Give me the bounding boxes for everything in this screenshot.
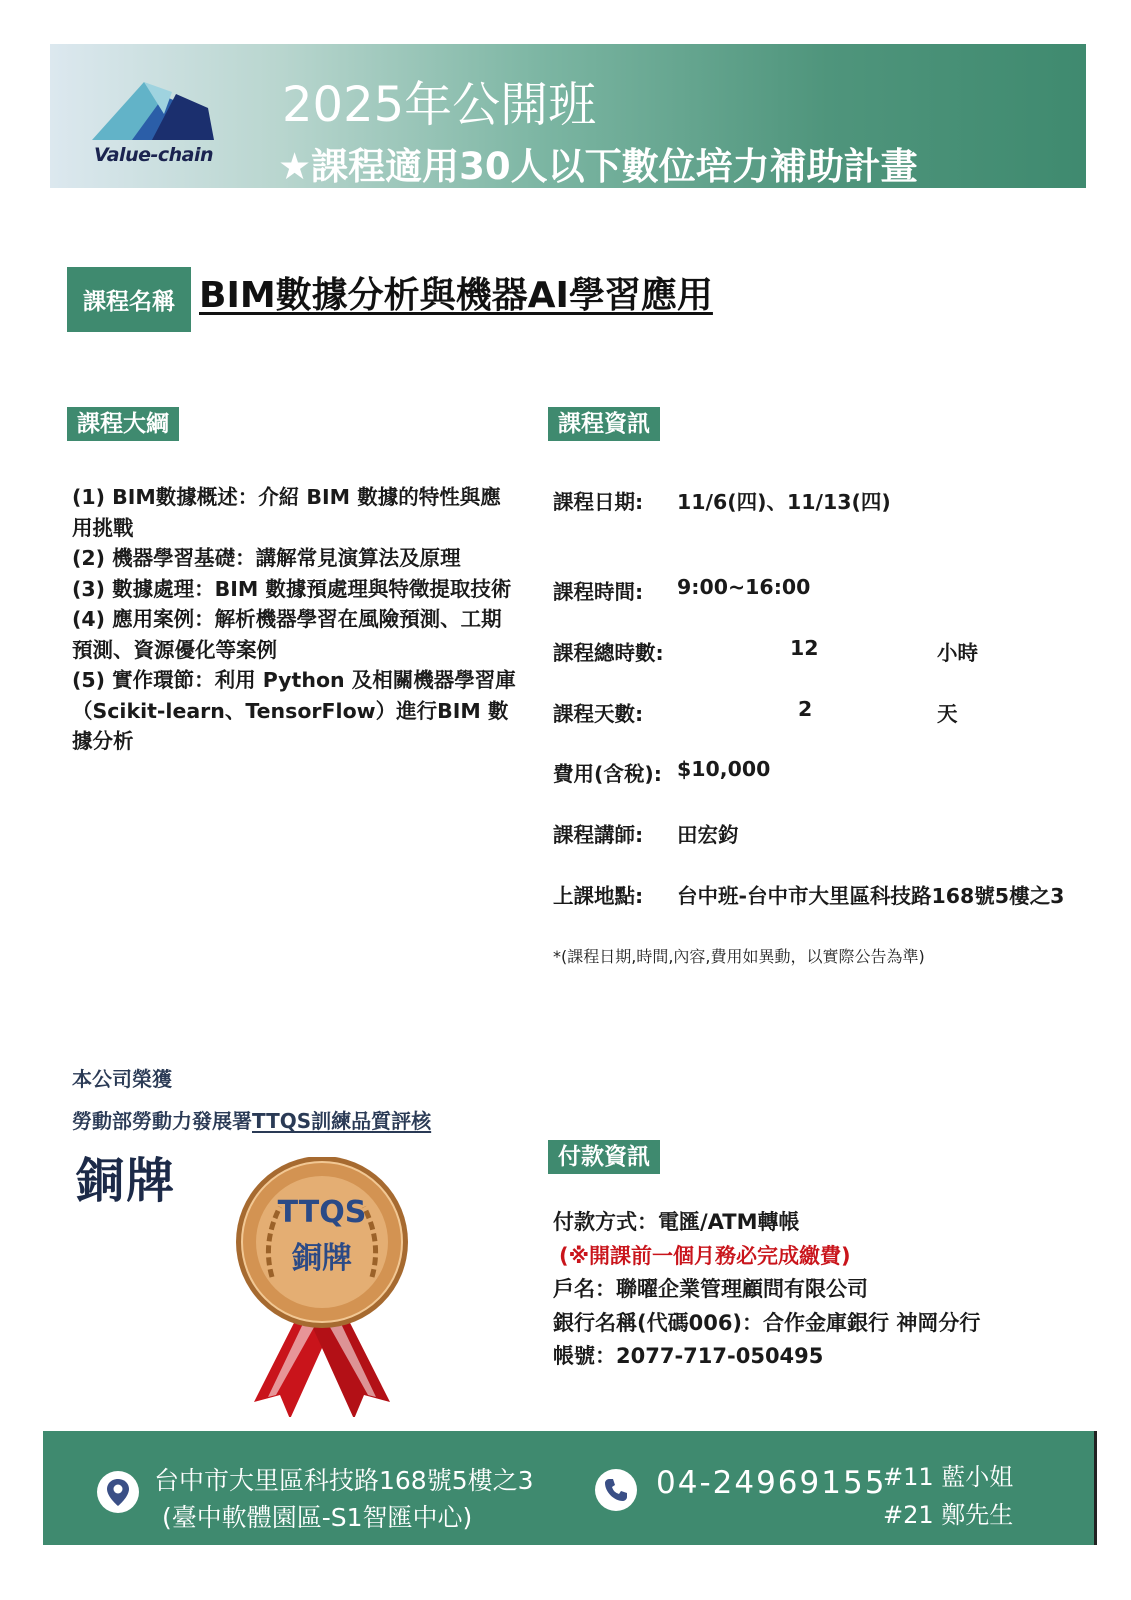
banner-title: 2025年公開班 xyxy=(282,77,597,133)
outline-item: (3) 數據處理：BIM 數據預處理與特徵提取技術 xyxy=(72,576,512,601)
ttqs-bronze-medal-icon xyxy=(232,1157,412,1417)
phone-icon xyxy=(594,1468,638,1512)
date-label: 課程日期: xyxy=(553,490,644,514)
days-unit: 天 xyxy=(937,702,958,726)
location-value: 台中班-台中市大里區科技路168號5樓之3 xyxy=(677,884,1065,908)
value-chain-logo-icon xyxy=(92,74,222,144)
time-value: 9:00~16:00 xyxy=(677,575,811,599)
account-number: 帳號：2077-717-050495 xyxy=(553,1344,824,1368)
days-value: 2 xyxy=(798,697,813,721)
medal-text-ttqs: TTQS xyxy=(277,1195,367,1230)
award-description xyxy=(72,1105,431,1134)
outline-item: (1) BIM數據概述：介紹 BIM 數據的特性與應用挑戰 xyxy=(72,485,501,540)
days-label: 課程天數: xyxy=(553,702,644,726)
fee-value: $10,000 xyxy=(677,757,771,781)
disclaimer: *(課程日期,時間,內容,費用如異動，以實際公告為準) xyxy=(553,947,925,966)
outline-item: (4) 應用案例：解析機器學習在風險預測、工期預測、資源優化等案例 xyxy=(72,607,502,662)
footer-phone[interactable]: 04-24969155 xyxy=(656,1465,887,1501)
header-banner xyxy=(50,44,1086,188)
hours-label: 課程總時數: xyxy=(553,641,664,665)
ttqs-link[interactable]: TTQS訓練品質評核 xyxy=(252,1109,432,1133)
footer-address-line2: (臺中軟體園區-S1智匯中心) xyxy=(162,1503,473,1532)
award-intro: 本公司榮獲 xyxy=(72,1067,172,1091)
teacher-value: 田宏鈞 xyxy=(677,823,739,847)
outline-list xyxy=(72,482,517,757)
payment-info xyxy=(553,1206,980,1374)
logo-text: Value-chain xyxy=(94,144,214,166)
teacher-label: 課程講師: xyxy=(553,823,644,847)
course-name-label: 課程名稱 xyxy=(67,267,191,332)
payment-note: (※開課前一個月務必完成繳費) xyxy=(559,1243,851,1268)
hours-value: 12 xyxy=(790,636,819,660)
award-org: 勞動部勞動力發展署 xyxy=(72,1109,252,1133)
date-value: 11/6(四)、11/13(四) xyxy=(677,490,891,514)
hours-unit: 小時 xyxy=(937,641,978,665)
bank-name: 銀行名稱(代碼006)：合作金庫銀行 神岡分行 xyxy=(553,1310,981,1335)
payment-heading: 付款資訊 xyxy=(548,1140,660,1174)
outline-item: (2) 機器學習基礎：講解常見演算法及原理 xyxy=(72,546,461,570)
fee-label: 費用(含稅): xyxy=(553,762,662,786)
footer-extension-1: #11 藍小姐 xyxy=(883,1463,1014,1491)
time-label: 課程時間: xyxy=(553,580,644,604)
account-name: 戶名：聯曜企業管理顧問有限公司 xyxy=(553,1277,868,1301)
footer-address-line1: 台中市大里區科技路168號5樓之3 xyxy=(154,1466,534,1495)
location-label: 上課地點: xyxy=(553,884,644,908)
course-title: BIM數據分析與機器AI學習應用 xyxy=(199,275,713,316)
footer-edge xyxy=(1094,1431,1097,1545)
info-heading: 課程資訊 xyxy=(548,407,660,441)
location-pin-icon xyxy=(96,1470,140,1514)
banner-subtitle: ★課程適用30人以下數位培力補助計畫 xyxy=(278,145,918,188)
medal-text-bronze: 銅牌 xyxy=(292,1241,352,1276)
outline-item: (5) 實作環節：利用 Python 及相關機器學習庫（Scikit-learn、TensorFlow）進行BIM 數據分析 xyxy=(72,668,516,753)
bronze-title: 銅牌 xyxy=(76,1153,177,1209)
outline-heading: 課程大綱 xyxy=(67,407,179,441)
payment-method: 付款方式：電匯/ATM轉帳 xyxy=(553,1210,800,1234)
footer-extension-2: #21 鄭先生 xyxy=(883,1501,1014,1529)
